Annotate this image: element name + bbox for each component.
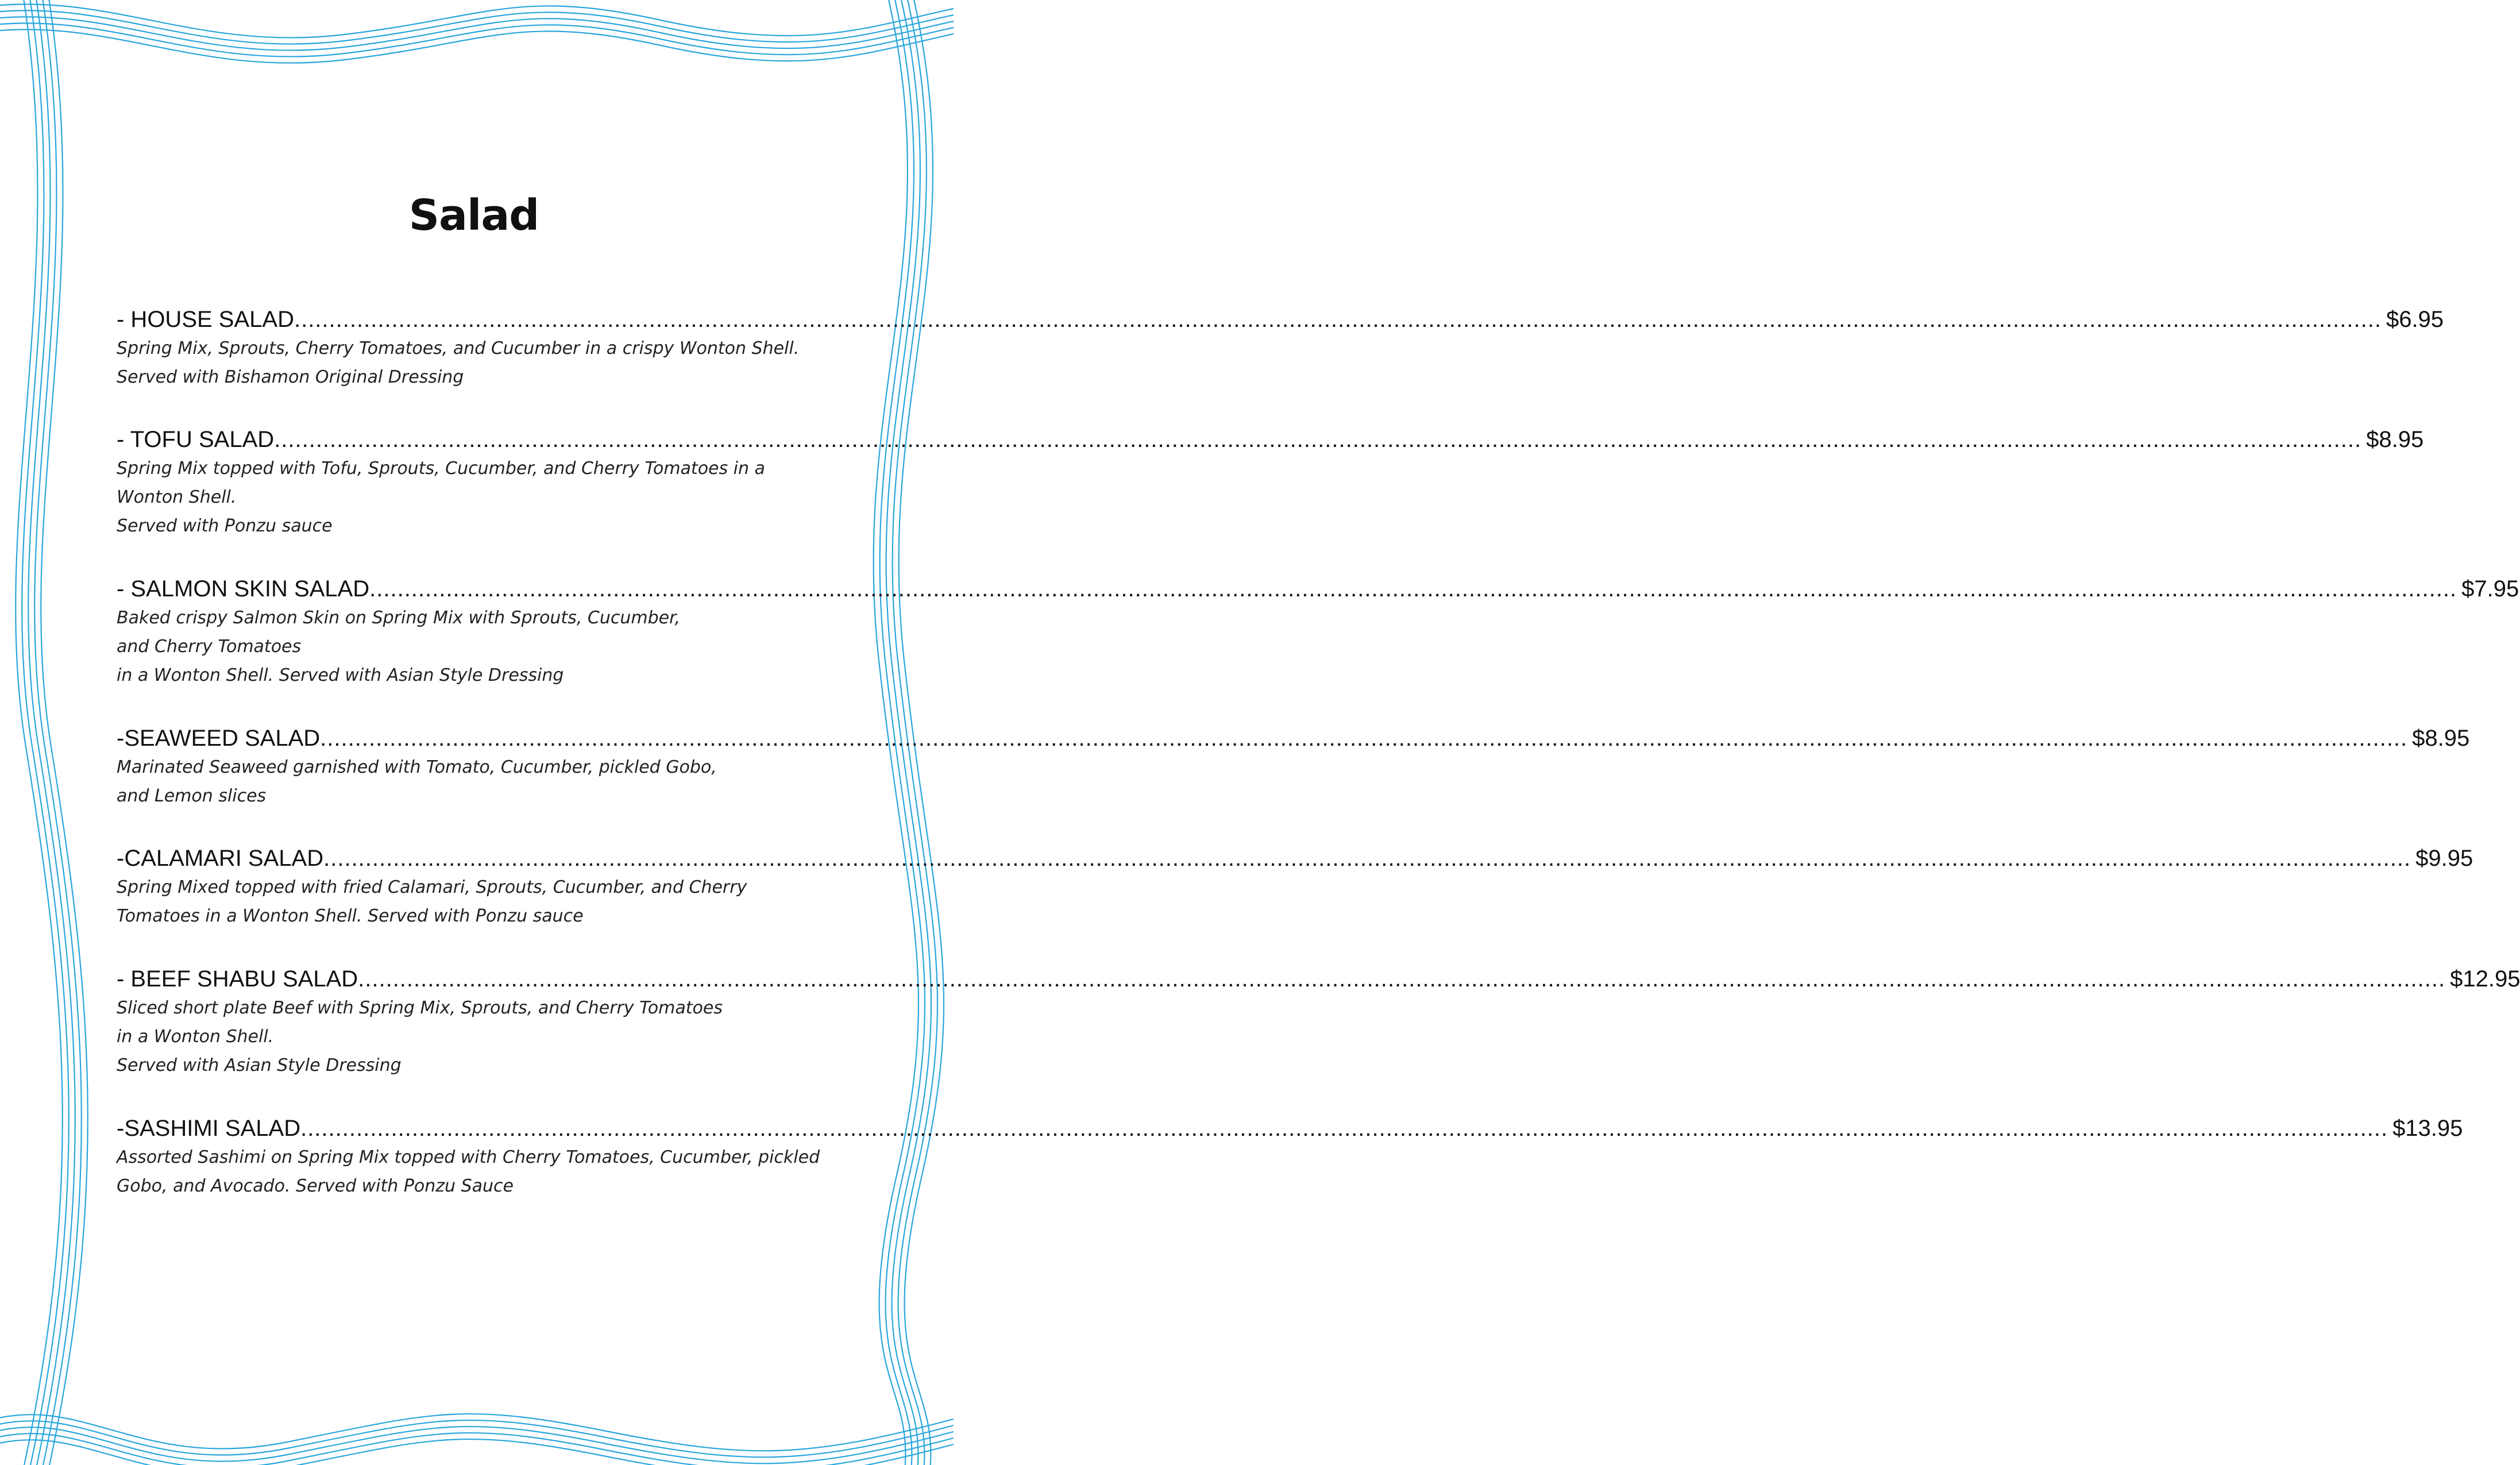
dot-leader: ............................................................................................................................................................................................................................................................................................................ (369, 576, 2457, 602)
menu-item-price: $12.95 (2450, 966, 2520, 992)
menu-item-header (117, 425, 2424, 454)
menu-item-header (117, 574, 2519, 604)
menu-item-name: - SALMON SKIN SALAD (117, 576, 370, 602)
dot-leader: ............................................................................................................................................................................................................................................................................................................ (320, 726, 2408, 751)
menu-item-seaweed-salad (117, 723, 2470, 811)
menu-item-name: -CALAMARI SALAD (117, 846, 324, 871)
wave-line (0, 4, 954, 37)
menu-item-name: -SEAWEED SALAD (117, 726, 321, 751)
menu-item-header (117, 304, 2444, 334)
dot-leader: ............................................................................................................................................................................................................................................................................................................ (358, 966, 2446, 992)
menu-item-salmon-skin-salad (117, 574, 2519, 690)
menu-item-beef-shabu-salad (117, 964, 2520, 1080)
menu-item-house-salad (117, 304, 2444, 392)
wave-line (0, 23, 954, 56)
menu-item-description-line: Sliced short plate Beef with Spring Mix, Sprouts, and Cherry Tomatoes (117, 998, 723, 1018)
wave-line (0, 10, 954, 44)
dot-leader: ............................................................................................................................................................................................................................................................................................................ (300, 1116, 2388, 1141)
menu-item-name: - BEEF SHABU SALAD (117, 966, 358, 992)
menu-item-description-line: and Cherry Tomatoes (117, 637, 302, 657)
menu-item-description-line: and Lemon slices (117, 786, 267, 806)
menu-item-header (117, 1113, 2463, 1143)
menu-item-price: $8.95 (2412, 726, 2470, 751)
menu-item-name: - TOFU SALAD (117, 427, 275, 452)
menu-item-description-line: Assorted Sashimi on Spring Mix topped with Cherry Tomatoes, Cucumber, pickled (117, 1147, 820, 1167)
menu-item-header (117, 843, 2473, 873)
menu-item-description-line: Wonton Shell. (117, 487, 237, 507)
menu-item-name: -SASHIMI SALAD (117, 1116, 301, 1141)
menu-item-price: $9.95 (2415, 846, 2473, 871)
wave-line (0, 17, 954, 50)
menu-item-description-line: in a Wonton Shell. (117, 1027, 274, 1047)
dot-leader: ............................................................................................................................................................................................................................................................................................................ (323, 846, 2411, 871)
menu-item-price: $13.95 (2392, 1116, 2463, 1141)
menu-item-tofu-salad (117, 425, 2424, 541)
menu-item-description-line: Baked crispy Salmon Skin on Spring Mix with Sprouts, Cucumber, (117, 608, 681, 628)
menu-item-description-line: Served with Asian Style Dressing (117, 1055, 402, 1075)
menu-item-description-line: Served with Bishamon Original Dressing (117, 367, 464, 387)
menu-item-description-line: Spring Mixed topped with fried Calamari, Sprouts, Cucumber, and Cherry (117, 877, 747, 897)
menu-item-header (117, 723, 2470, 753)
menu-item-calamari-salad (117, 843, 2473, 931)
menu-item-description-line: Tomatoes in a Wonton Shell. Served with Ponzu sauce (117, 906, 584, 926)
menu-item-description-line: Marinated Seaweed garnished with Tomato, Cucumber, pickled Gobo, (117, 757, 717, 777)
menu-item-description-line: in a Wonton Shell. Served with Asian Style Dressing (117, 665, 564, 685)
menu-item-sashimi-salad (117, 1113, 2463, 1201)
menu-item-description-line: Served with Ponzu sauce (117, 516, 333, 536)
menu-item-price: $7.95 (2461, 576, 2519, 602)
menu-item-description-line: Spring Mix, Sprouts, Cherry Tomatoes, and Cucumber in a crispy Wonton Shell. (117, 338, 800, 358)
dot-leader: ............................................................................................................................................................................................................................................................................................................ (294, 307, 2382, 332)
dot-leader: ............................................................................................................................................................................................................................................................................................................ (274, 427, 2362, 452)
page-title: Salad (408, 191, 539, 240)
menu-item-header (117, 964, 2520, 994)
menu-item-name: - HOUSE SALAD (117, 307, 294, 332)
menu-item-description-line: Gobo, and Avocado. Served with Ponzu Sauce (117, 1176, 514, 1196)
menu-item-description-line: Spring Mix topped with Tofu, Sprouts, Cucumber, and Cherry Tomatoes in a (117, 458, 765, 479)
menu-item-price: $6.95 (2386, 307, 2444, 332)
menu-item-price: $8.95 (2366, 427, 2424, 452)
